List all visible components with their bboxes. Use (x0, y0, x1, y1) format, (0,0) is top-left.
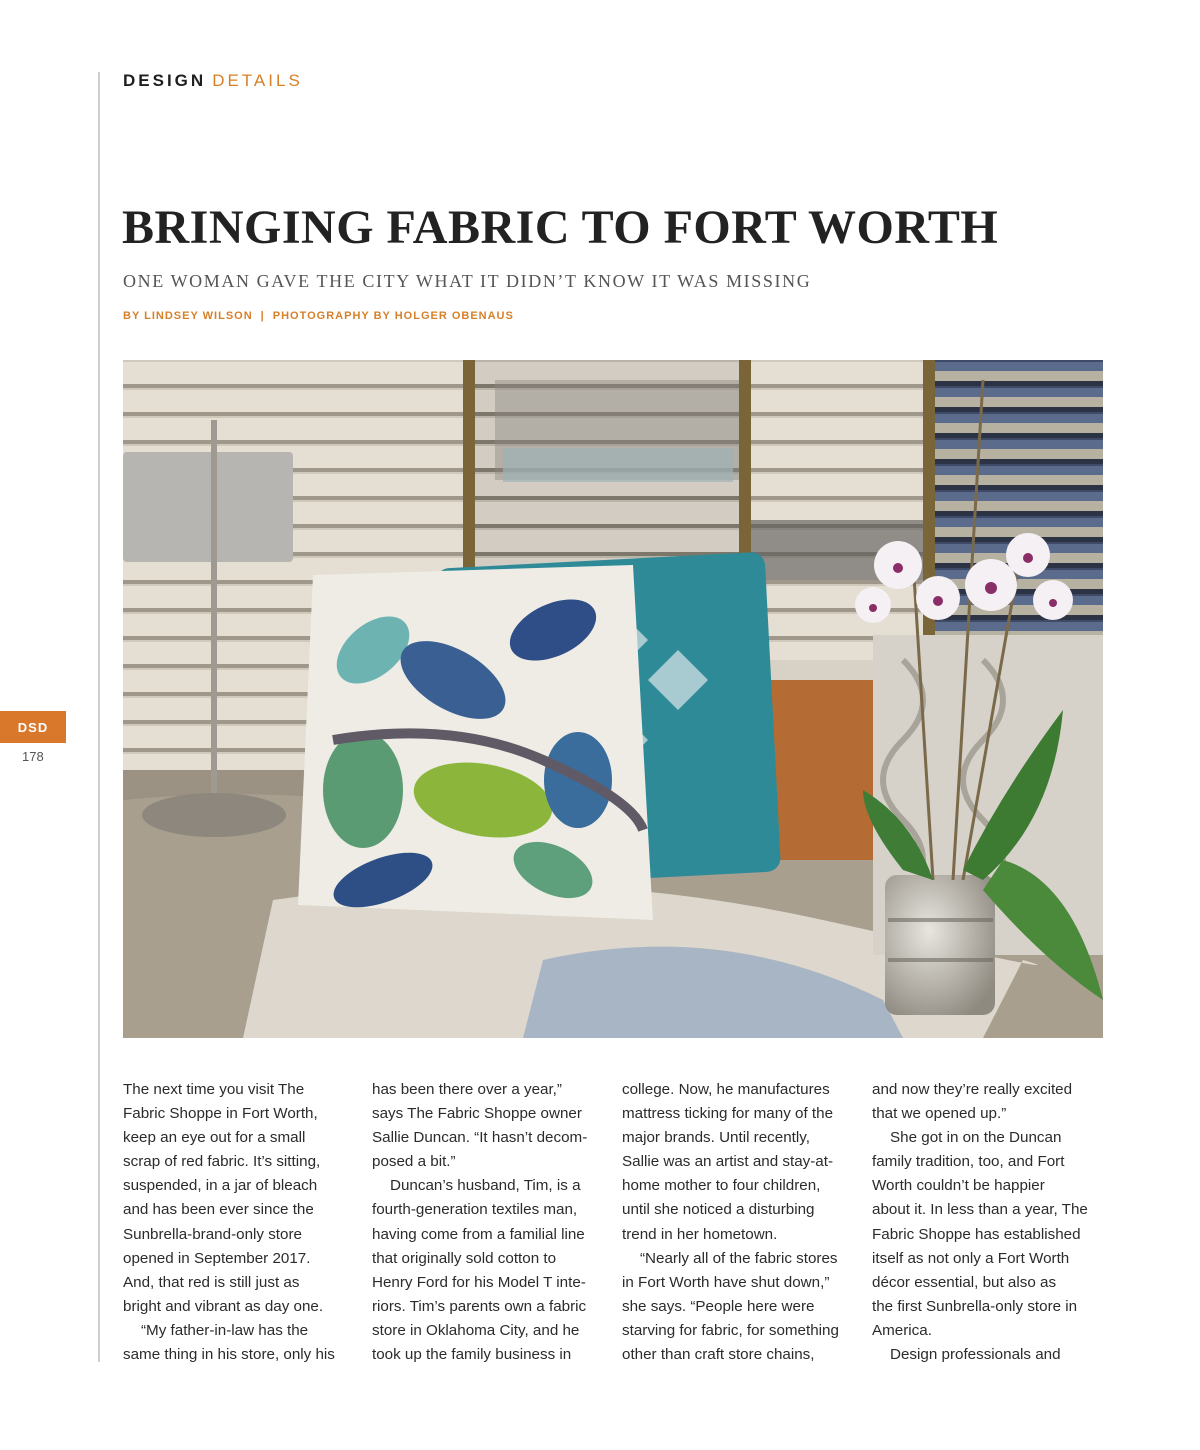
text-line: Design professionals and (890, 1346, 1061, 1364)
hero-photo (123, 360, 1103, 1038)
text-line: Sallie was an artist and stay-at- (622, 1153, 834, 1171)
body-column-1 (123, 1078, 353, 1367)
text-line: décor essential, but also as (872, 1273, 1057, 1291)
text-line: major brands. Until recently, (622, 1129, 810, 1147)
text-line: scrap of red fabric. It’s sitting, (123, 1153, 321, 1171)
text-line: starving for fabric, for something (622, 1321, 839, 1339)
text-line: She got in on the Duncan (890, 1129, 1062, 1147)
headline: BRINGING FABRIC TO FORT WORTH (122, 201, 999, 254)
text-line: mattress ticking for many of the (622, 1105, 834, 1123)
byline (123, 310, 514, 322)
text-line: America. (872, 1321, 932, 1339)
body-column-2 (372, 1078, 602, 1367)
text-line: college. Now, he manufactures (622, 1081, 830, 1098)
text-line: says The Fabric Shoppe owner (372, 1105, 582, 1123)
section-label-light: DETAILS (212, 71, 303, 90)
body-column-3 (622, 1078, 852, 1367)
text-line: that we opened up.” (872, 1105, 1007, 1123)
text-line: has been there over a year,” (372, 1081, 562, 1098)
text-line: having come from a familial line (372, 1225, 585, 1243)
text-line: family tradition, too, and Fort (872, 1153, 1065, 1171)
text-line: in Fort Worth have shut down,” (622, 1273, 830, 1291)
text-line: same thing in his store, only his (123, 1346, 335, 1364)
section-label (123, 71, 303, 91)
text-line: that originally sold cotton to (372, 1249, 557, 1267)
text-line: Fabric Shoppe has established (872, 1225, 1081, 1243)
text-line: about it. In less than a year, The (872, 1201, 1088, 1219)
text-line: Worth couldn’t be happier (872, 1177, 1045, 1195)
text-line: home mother to four children, (622, 1177, 821, 1195)
text-line: opened in September 2017. (123, 1249, 311, 1267)
hero-photo-illustration (123, 360, 1103, 1038)
text-line: Sunbrella-brand-only store (123, 1225, 302, 1243)
byline-separator: | (260, 310, 265, 322)
text-line: and now they’re really excited (872, 1081, 1073, 1098)
text-line: store in Oklahoma City, and he (372, 1321, 580, 1339)
text-line: “My father-in-law has the (141, 1321, 309, 1339)
text-line: bright and vibrant as day one. (123, 1297, 324, 1315)
text-line: itself as not only a Fort Worth (872, 1249, 1070, 1267)
text-line: The next time you visit The (123, 1081, 305, 1098)
text-line: until she noticed a disturbing (622, 1201, 815, 1219)
section-label-bold: DESIGN (123, 71, 207, 90)
body-column-4 (872, 1078, 1102, 1367)
margin-rule (98, 72, 100, 1362)
text-line: riors. Tim’s parents own a fabric (372, 1297, 587, 1315)
text-line: took up the family business in (372, 1346, 572, 1364)
text-line: And, that red is still just as (123, 1273, 300, 1291)
text-line: other than craft store chains, (622, 1346, 815, 1364)
page-number: 178 (22, 749, 44, 764)
text-line: the first Sunbrella-only store in (872, 1297, 1078, 1315)
text-line: posed a bit.” (372, 1153, 456, 1171)
text-line: keep an eye out for a small (123, 1129, 306, 1147)
deck-subtitle: ONE WOMAN GAVE THE CITY WHAT IT DIDN’T KNOW IT WAS MISSING (123, 271, 812, 291)
text-line: Sallie Duncan. “It hasn’t decom- (372, 1129, 588, 1147)
folio-tab: DSD (0, 711, 66, 743)
text-line: “Nearly all of the fabric stores (640, 1249, 838, 1267)
text-line: and has been ever since the (123, 1201, 314, 1219)
text-line: suspended, in a jar of bleach (123, 1177, 318, 1195)
byline-author: BY LINDSEY WILSON (123, 310, 253, 322)
text-line: Duncan’s husband, Tim, is a (390, 1177, 581, 1195)
byline-photographer: PHOTOGRAPHY BY HOLGER OBENAUS (272, 310, 514, 322)
text-line: she says. “People here were (622, 1297, 815, 1315)
text-line: Fabric Shoppe in Fort Worth, (123, 1105, 318, 1123)
text-line: Henry Ford for his Model T inte- (372, 1273, 586, 1291)
text-line: fourth-generation textiles man, (372, 1201, 578, 1219)
text-line: trend in her hometown. (622, 1225, 778, 1243)
